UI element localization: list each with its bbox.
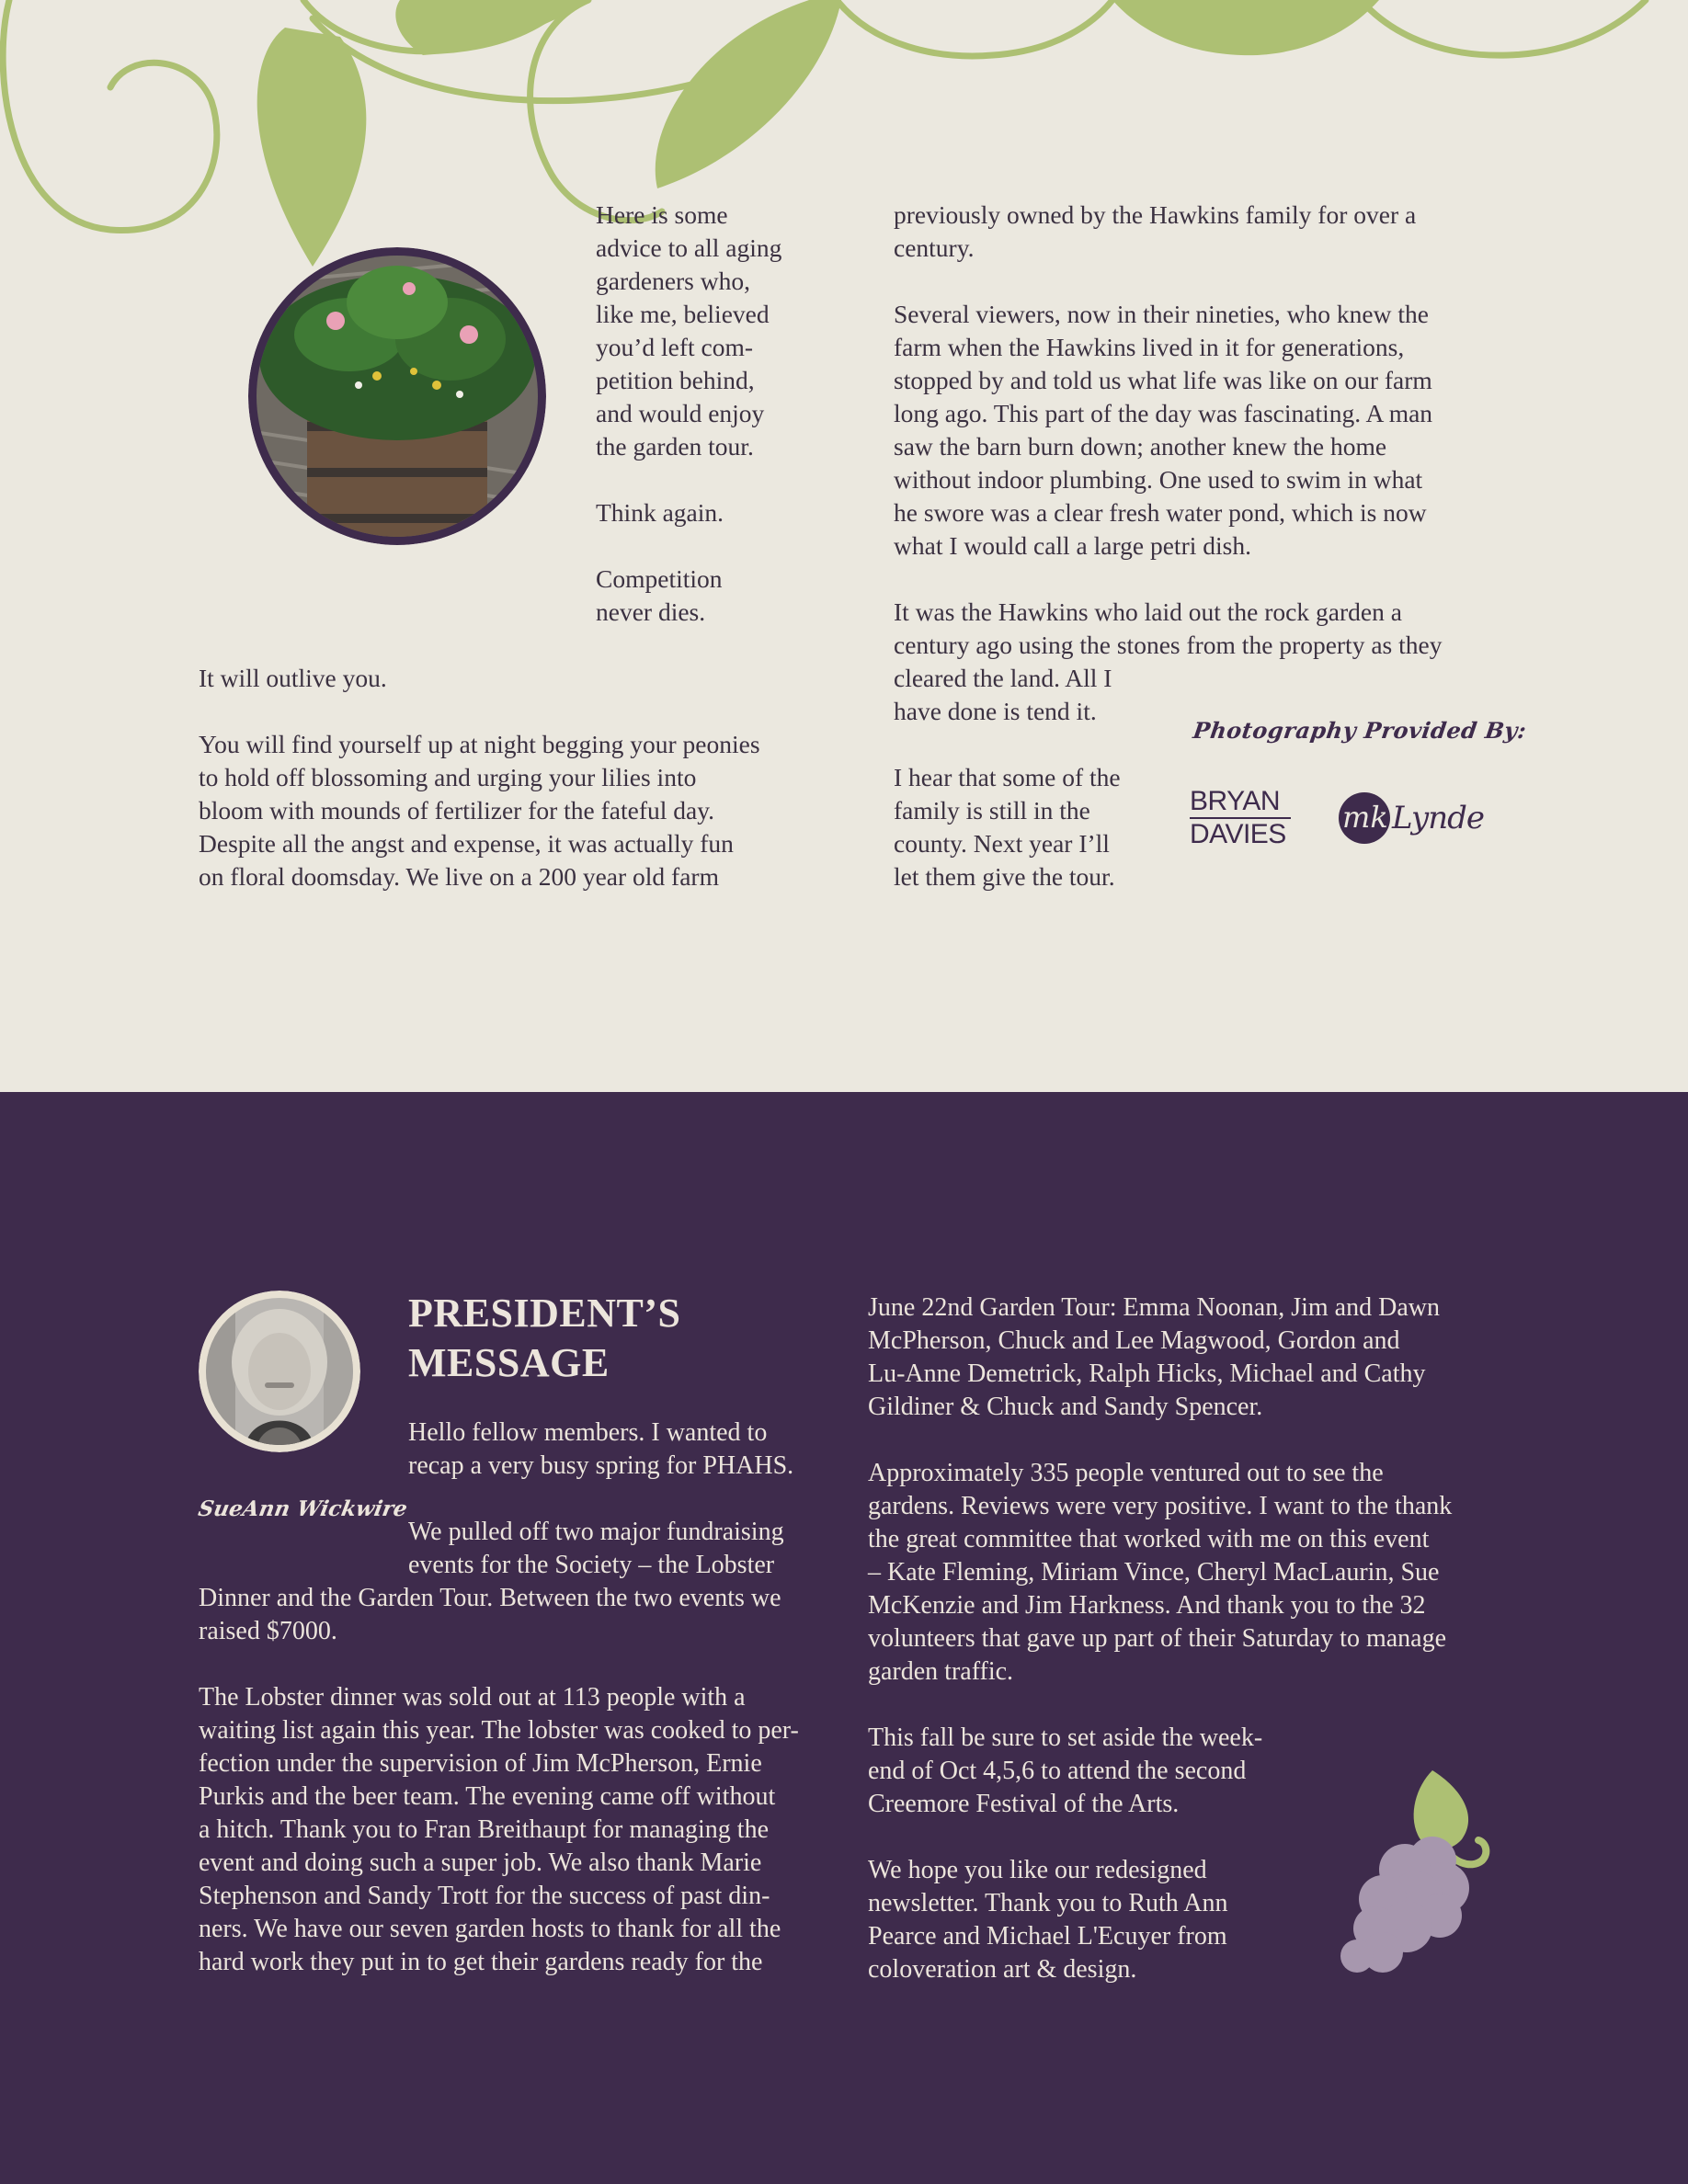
president-r1: June 22nd Garden Tour: Emma Noonan, Jim and Dawn McPherson, Chuck and Lee Magwood, Gordon and Lu-Anne Demetrick, Ralph Hicks, Michael and Cathy Gildiner & Chuck and Sandy Spencer. <box>868 1293 1440 1421</box>
mk-lynde-logo <box>1339 791 1484 846</box>
article-intro: Here is some advice to all aging gardeners who, like me, believed you’d left com- petition behind, and would enjoy the garden tour. <box>596 200 782 461</box>
president-p3: The Lobster dinner was sold out at 113 people with a waiting list again this year. The lobster was cooked to per- fection under the supervision of Jim McPherson, Ernie Purkis and the beer team. The evening came off without a hitch. Thank you to Fran Breithaupt for managing the event and doing such a super job. We also thank Marie Stephenson and Sandy Trott for the success of past din- ners. We have our seven garden hosts to thank for all the hard work they put in to get their gardens ready for the <box>199 1683 799 1976</box>
title-line2: MESSAGE <box>408 1340 610 1385</box>
article-body-col1: You will find yourself up at night begging your peonies to hold off blossoming and urging your lilies into bloom with mounds of fertilizer for the fateful day. Despite all the angst and expense, it was actually fun on floral doomsday. We live on a 200 year old farm <box>199 730 760 891</box>
president-title <box>408 1289 680 1388</box>
logo-bd-line1: BRYAN <box>1190 786 1281 816</box>
president-portrait <box>199 1291 360 1452</box>
article-col2-p2: Several viewers, now in their nineties, who knew the farm when the Hawkins lived in it for generations, stopped by and told us what life was like on our farm long ago. This part of the day was fascinating. A man saw the barn burn down; another knew the home without indoor plumbing. One used to swim in what he swore was a clear fresh water pond, which is now what I would call a large petri dish. <box>894 300 1433 560</box>
article-col2-p3: It was the Hawkins who laid out the rock garden a century ago using the stones from the property as they cleared the land. All I have done is tend it. <box>894 597 1443 725</box>
president-signature: SueAnn Wickwire <box>196 1496 410 1521</box>
grape-cluster-icon <box>1324 1761 1499 1982</box>
president-r2: Approximately 335 people ventured out to see the gardens. Reviews were very positive. I want to the thank the great committee that worked with me on this event – Kate Fleming, Miriam Vince, Cheryl MacLaurin, Sue McKenzie and Jim Harkness. And thank you to the 32 volunteers that gave up part of their Saturday to manage garden traffic. <box>868 1459 1453 1686</box>
president-p2b: Dinner and the Garden Tour. Between the two events we raised $7000. <box>199 1584 781 1645</box>
bryan-davies-logo <box>1190 787 1293 849</box>
president-section <box>0 1092 1688 2184</box>
president-r3: This fall be sure to set aside the week- end of Oct 4,5,6 to attend the second Creemore Festival of the Arts. <box>868 1723 1263 1818</box>
article-col2-p4: I hear that some of the family is still in the county. Next year I’ll let them give the tour. <box>894 763 1121 891</box>
logo-mk-monogram: mk <box>1342 800 1388 835</box>
article-outlive: It will outlive you. <box>199 664 387 692</box>
photo-credit-label: Photography Provided By: <box>1191 717 1529 744</box>
president-p2a: We pulled off two major fundraising events for the Society – the Lobster <box>408 1518 784 1579</box>
flower-barrel-photo <box>248 247 546 545</box>
article-section <box>0 0 1688 1088</box>
vine-decoration <box>0 0 1688 276</box>
article-competition: Competition never dies. <box>596 564 723 626</box>
logo-bd-line2: DAVIES <box>1190 819 1286 849</box>
president-p1: Hello fellow members. I wanted to recap a very busy spring for PHAHS. <box>408 1418 794 1480</box>
president-r4: We hope you like our redesigned newsletter. Thank you to Ruth Ann Pearce and Michael L'Ecuyer from coloveration art & design. <box>868 1856 1228 1984</box>
article-think-again: Think again. <box>596 498 724 527</box>
logo-mk-name: Lynde <box>1392 800 1484 836</box>
article-col2-p1: previously owned by the Hawkins family for over a century. <box>894 200 1417 262</box>
title-line1: PRESIDENT’S <box>408 1291 681 1336</box>
